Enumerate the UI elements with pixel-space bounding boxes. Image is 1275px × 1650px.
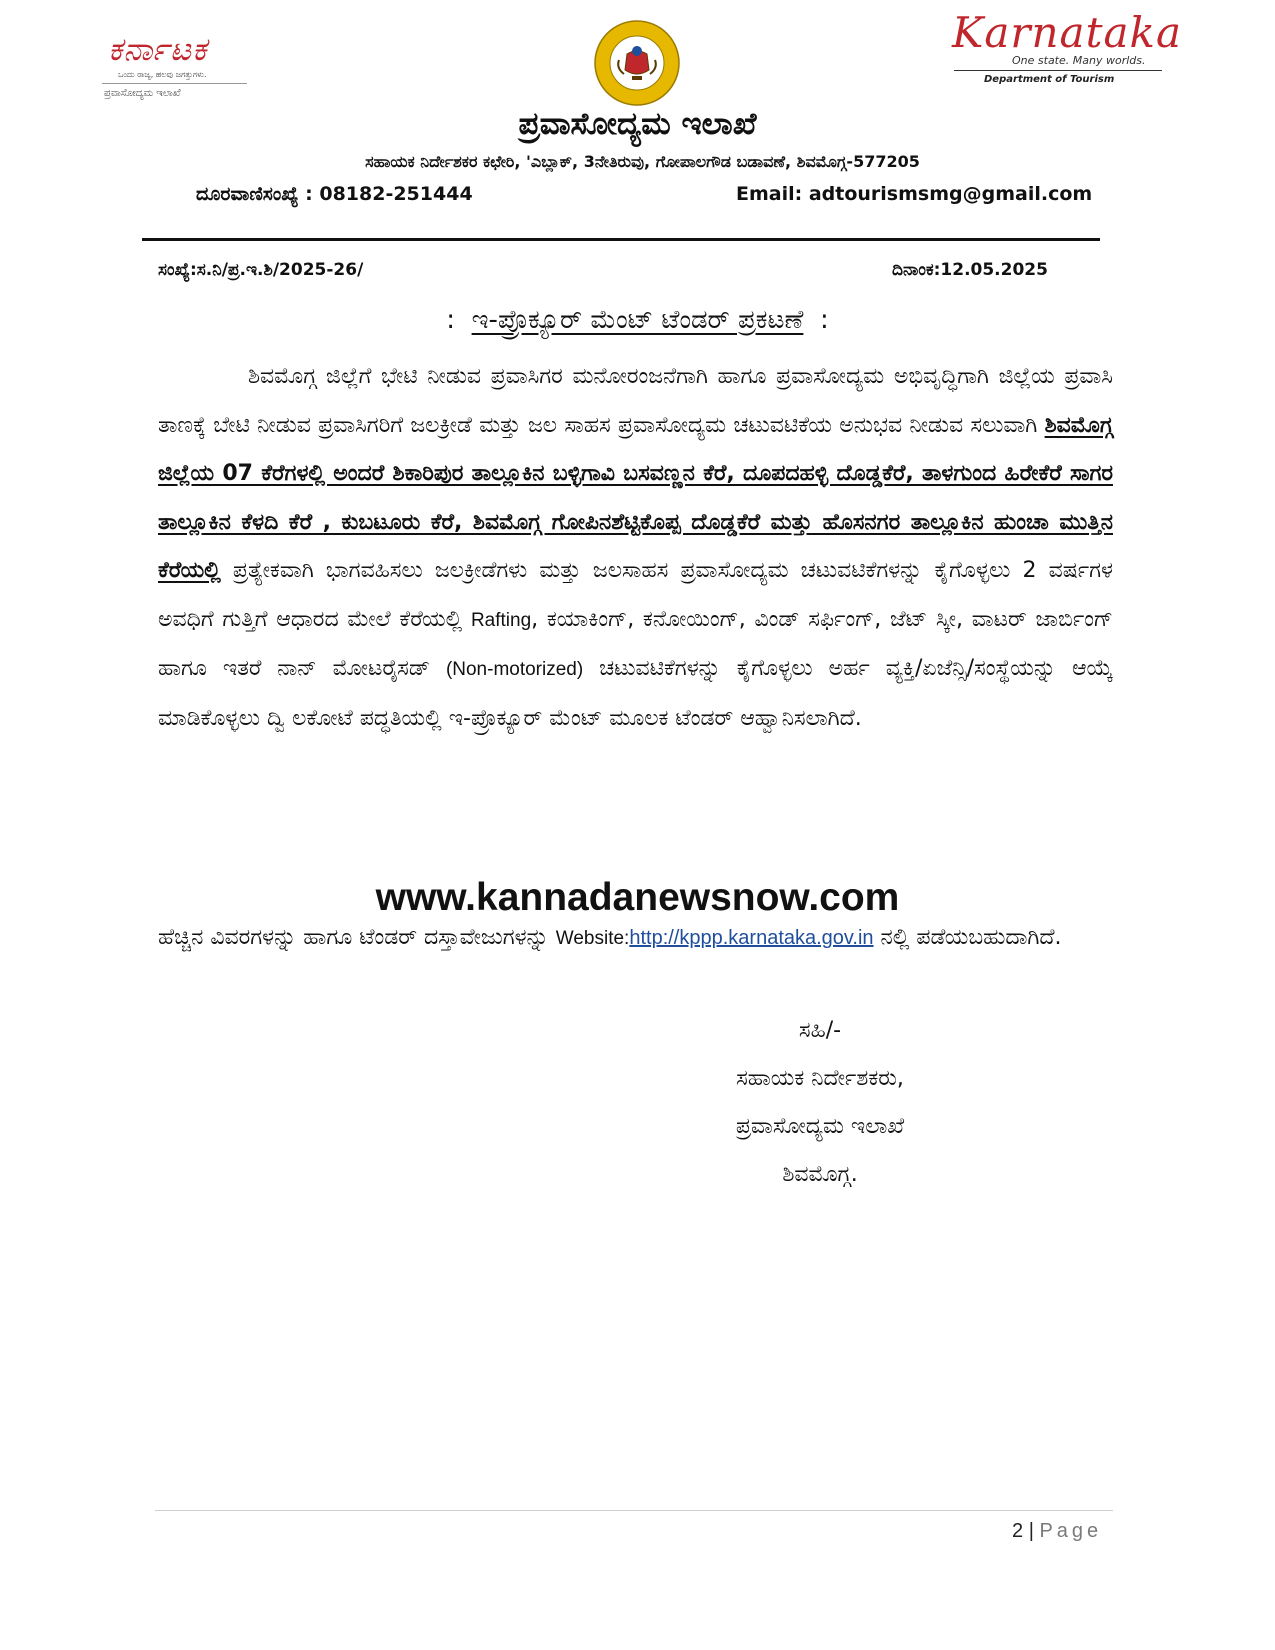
- logo-divider: [102, 83, 247, 84]
- lake-list-highlight: ಶಿವಮೊಗ್ಗ ಜಿಲ್ಲೆಯ 07 ಕೆರೆಗಳಲ್ಲಿ ಅಂದರೆ ಶಿಕಾರಿಪುರ ತಾಲ್ಲೂಕಿನ ಬಳ್ಳಿಗಾವಿ ಬಸವಣ್ಣನ ಕೆರೆ, ದೂಪದಹಳ್ಳಿ ದೊಡ್ಡಕೆರೆ, ತಾಳಗುಂದ ಹಿರೇಕೆರೆ ಸಾಗರ ತಾಲ್ಲೂಕಿನ ಕೆಳದಿ ಕೆರೆ , ಕುಬಟೂರು ಕೆರೆ, ಶಿವಮೊಗ್ಗ ಗೋಪಿನಶೆಟ್ಟಿಕೊಪ್ಪ ದೊಡ್ಡಕೆರೆ ಮತ್ತು ಹೊಸನಗರ ತಾಲ್ಲೂಕಿನ ಹುಂಚಾ ಮುತ್ತಿನ ಕೆರೆಯಲ್ಲಿ: [158, 412, 1113, 583]
- website-watermark: www.kannadanewsnow.com: [375, 876, 900, 919]
- page-number: [1012, 1520, 1102, 1543]
- signatory-title: ಸಹಾಯಕ ನಿರ್ದೇಶಕರು,: [736, 1066, 904, 1091]
- paragraph-text: ಪ್ರತ್ಯೇಕವಾಗಿ ಭಾಗವಹಿಸಲು ಜಲಕ್ರೀಡೆಗಳು ಮತ್ತು ಜಲಸಾಹಸ ಪ್ರವಾಸೋದ್ಯಮ ಚಟುವಟಿಕೆಗಳನ್ನು ಕೈಗೊಳ್ಳಲು 2 ವರ್ಷಗಳ ಅವಧಿಗೆ ಗುತ್ತಿಗೆ ಆಧಾರದ ಮೇಲೆ ಕೆರೆಯಲ್ಲಿ: [158, 558, 1113, 632]
- logo-slogan: One state. Many worlds.: [1012, 54, 1146, 67]
- page-word: Page: [1039, 1520, 1103, 1542]
- karnataka-tourism-kannada-logo: [100, 30, 250, 105]
- paragraph-text: ನಲ್ಲಿ ಪಡೆಯಬಹುದಾಗಿದೆ.: [873, 925, 1062, 950]
- notice-heading-suffix: :: [819, 305, 829, 335]
- logo-lettering: ಕರ್ನಾಟಕ: [108, 30, 208, 68]
- phone-number: ದೂರವಾಣಿಸಂಖ್ಯೆ : 08182-251444: [196, 183, 473, 205]
- notice-heading-text: ಇ-ಪ್ರೊಕ್ಯೂರ್ ಮೆಂಟ್ ಟೆಂಡರ್ ಪ್ರಕಟಣೆ: [471, 305, 804, 335]
- logo-department: Department of Tourism: [984, 74, 1115, 85]
- paragraph-text: ಚಟುವಟಿಕೆಗಳನ್ನು ಕೈಗೊಳ್ಳಲು ಅರ್ಹ ವ್ಯಕ್ತಿ/ಏಜೆನ್ಸಿ/ಸಂಸ್ಥೆಯನ್ನು ಆಯ್ಕೆ ಮಾಡಿಕೊಳ್ಳಲು ದ್ವಿ ಲಕೋಟೆ ಪದ್ಧತಿಯಲ್ಲಿ ಇ-ಪ್ರೊಕ್ಯೂರ್ ಮೆಂಟ್ ಮೂಲಕ ಟೆಂಡರ್ ಆಹ್ವಾನಿಸಲಾಗಿದೆ.: [158, 656, 1114, 731]
- department-title: ಪ್ರವಾಸೋದ್ಯಮ ಇಲಾಖೆ: [518, 106, 757, 142]
- paragraph-text: , ಕಯಾಕಿಂಗ್, ಕನೋಯಿಂಗ್, ವಿಂಡ್ ಸರ್ಫಿಂಗ್, ಜೆಟ್ ಸ್ಕೀ, ವಾಟರ್ ಜಾರ್ಬಿಂಗ್ ಹಾಗೂ ಇತರೆ ನಾನ್ ಮೋಟರೈಸಡ್: [158, 606, 1114, 681]
- karnataka-tourism-english-logo: [952, 8, 1182, 88]
- state-emblem-seal: [594, 20, 680, 106]
- signatory-department: ಪ್ರವಾಸೋದ್ಯಮ ಇಲಾಖೆ: [735, 1114, 905, 1139]
- logo-divider: [954, 70, 1162, 71]
- paragraph-text: ಹೆಚ್ಚಿನ ವಿವರಗಳನ್ನು ಹಾಗೂ ಟೆಂಡರ್ ದಸ್ತಾವೇಜುಗಳನ್ನು: [158, 925, 556, 950]
- page-number-value: 2: [1012, 1520, 1024, 1542]
- paragraph-text: ಶಿವಮೊಗ್ಗ ಜಿಲ್ಲೆಗೆ ಭೇಟಿ ನೀಡುವ ಪ್ರವಾಸಿಗರ ಮನೋರಂಜನೆಗಾಗಿ ಹಾಗೂ ಪ್ರವಾಸೋದ್ಯಮ ಅಭಿವೃದ್ಧಿಗಾಗಿ ಜಿಲ್ಲೆಯ ಪ್ರವಾಸಿ ತಾಣಕ್ಕೆ ಬೇಟಿ ನೀಡುವ ಪ್ರವಾಸಿಗರಿಗೆ ಜಲಕ್ರೀಡೆ ಮತ್ತು ಜಲ ಸಾಹಸ ಪ್ರವಾಸೋದ್ಯಮ ಚಟುವಟಿಕೆಯ ಅನುಭವ ನೀಡುವ ಸಲುವಾಗಿ: [158, 364, 1113, 438]
- email-address: Email: adtourismsmg@gmail.com: [736, 183, 1093, 205]
- signatory-place: ಶಿವಮೊಗ್ಗ.: [782, 1162, 858, 1187]
- tender-portal-link[interactable]: http://kppp.karnataka.gov.in: [629, 927, 874, 949]
- header-divider: [142, 238, 1100, 241]
- logo-wordmark: Karnataka: [952, 8, 1182, 57]
- logo-department: ಪ್ರವಾಸೋದ್ಯಮ ಇಲಾಖೆ: [104, 88, 181, 99]
- footer-divider: [155, 1510, 1113, 1511]
- emblem-icon: [594, 20, 680, 106]
- signature-mark: ಸಹಿ/-: [798, 1018, 842, 1043]
- notice-heading-prefix: :: [446, 305, 456, 335]
- reference-number: ಸಂಖ್ಯೆ:ಸ.ನಿ/ಪ್ರ.ಇ.ಶಿ/2025-26/: [158, 260, 364, 280]
- non-motorized-term: (Non-motorized): [445, 659, 584, 680]
- logo-tagline: ಒಂದು ರಾಜ್ಯ, ಹಲವು ಜಗತ್ತುಗಳು.: [118, 70, 207, 79]
- notice-heading: [0, 305, 1275, 336]
- page-separator: |: [1028, 1520, 1034, 1542]
- office-address: ಸಹಾಯಕ ನಿರ್ದೇಶಕರ ಕಛೇರಿ, 'ಎಬ್ಲಾಕ್, 3ನೇತಿರುವು, ಗೋಪಾಲಗೌಡ ಬಡಾವಣೆ, ಶಿವಮೊಗ್ಗ-577205: [365, 152, 920, 171]
- body-paragraph-main: [158, 353, 1113, 743]
- body-paragraph-details: [158, 914, 1113, 964]
- rafting-term: Rafting: [470, 609, 532, 631]
- website-label: Website:: [555, 928, 630, 949]
- letter-date: ದಿನಾಂಕ:12.05.2025: [892, 260, 1048, 280]
